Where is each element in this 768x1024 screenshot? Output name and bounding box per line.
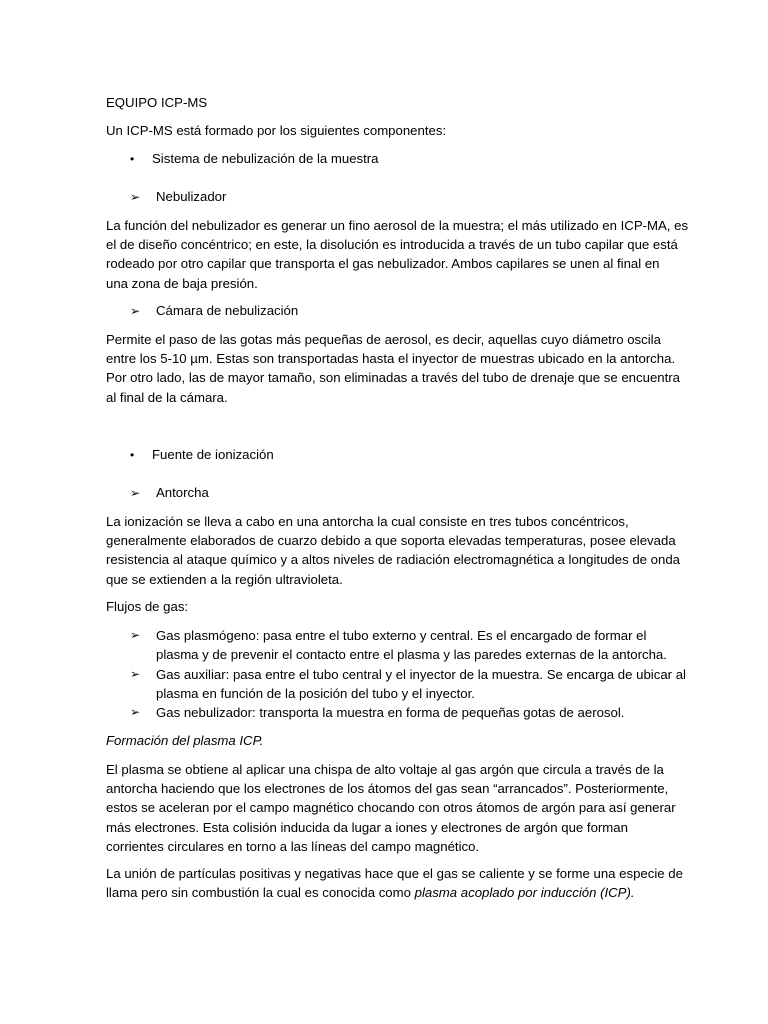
- bullet-nebulization-system: • Sistema de nebulización de la muestra: [130, 149, 379, 169]
- arrow-bullet-icon: ➢: [130, 667, 141, 681]
- bullet-icon: •: [130, 152, 135, 166]
- paragraph-plasma-icp: La unión de partículas positivas y negativas hace que el gas se caliente y se forme una especie de llama pero sin combustión la cual es conocida como plasma acoplado por inducción (ICP).: [106, 866, 683, 901]
- document-title: EQUIPO ICP-MS: [106, 95, 208, 110]
- gas-flow-item-nebulizer: ➢ Gas nebulizador: transporta la muestra en forma de pequeñas gotas de aerosol.: [130, 703, 670, 722]
- subheading-nebulizer: ➢ Nebulizador: [130, 187, 226, 207]
- plasma-formation-heading: Formación del plasma ICP.: [106, 733, 264, 748]
- arrow-bullet-icon: ➢: [130, 628, 141, 642]
- arrow-bullet-icon: ➢: [130, 705, 141, 719]
- bullet-ionization-source: • Fuente de ionización: [130, 445, 274, 465]
- bullet-icon: •: [130, 448, 135, 462]
- paragraph-plasma-formation: El plasma se obtiene al aplicar una chispa de alto voltaje al gas argón que circula a través de la antorcha haciendo que los electrones de los átomos del gas sean “arrancados”. Posteriormente, estos se aceleran por el campo magnético chocando con otros átomos de argón para así generar más electrones. Esta colisión inducida da lugar a iones y electrones de argón que forman corrientes circulares en torno a las líneas del campo magnético.: [106, 762, 676, 854]
- gas-flows-heading: Flujos de gas:: [106, 599, 189, 614]
- intro-paragraph: Un ICP-MS está formado por los siguientes componentes:: [106, 123, 447, 138]
- gas-flow-item-auxiliary: ➢ Gas auxiliar: pasa entre el tubo central y el inyector de la muestra. Se encarga de ubicar al plasma en función de la posición del tubo y el inyector.: [130, 667, 686, 702]
- paragraph-nebulization-chamber: Permite el paso de las gotas más pequeñas de aerosol, es decir, aquellas cuyo diámetro oscila entre los 5-10 µm. Estas son transportadas hasta el inyector de muestras ubicado en la antorcha. Por otro lado, las de mayor tamaño, son eliminadas a través del tubo de drenaje que se encuentra al final de la cámara.: [106, 332, 681, 405]
- gas-flow-item-plasmogen: ➢ Gas plasmógeno: pasa entre el tubo externo y central. Es el encargado de formar el plasma y de prevenir el contacto entre el plasma y las paredes externas de la antorcha.: [130, 628, 667, 663]
- arrow-bullet-icon: ➢: [130, 486, 141, 500]
- paragraph-torch: La ionización se lleva a cabo en una antorcha la cual consiste en tres tubos concéntricos, generalmente elaborados de cuarzo debido a que soporta elevadas temperaturas, posee elevada resistencia al ataque químico y a altos niveles de radiación electromagnética a longitudes de onda que se extienden a la región ultravioleta.: [106, 514, 681, 587]
- subheading-torch: ➢ Antorcha: [130, 483, 209, 503]
- arrow-bullet-icon: ➢: [130, 304, 141, 318]
- paragraph-nebulizer: La función del nebulizador es generar un fino aerosol de la muestra; el más utilizado en ICP-MA, es el de diseño concéntrico; en este, la disolución es introducida a través de un tubo capilar que está rodeado por otro capilar que transporta el gas nebulizador. Ambos capilares se unen al final en una zona de baja presión.: [106, 218, 689, 291]
- arrow-bullet-icon: ➢: [130, 190, 141, 204]
- subheading-nebulization-chamber: ➢ Cámara de nebulización: [130, 301, 298, 321]
